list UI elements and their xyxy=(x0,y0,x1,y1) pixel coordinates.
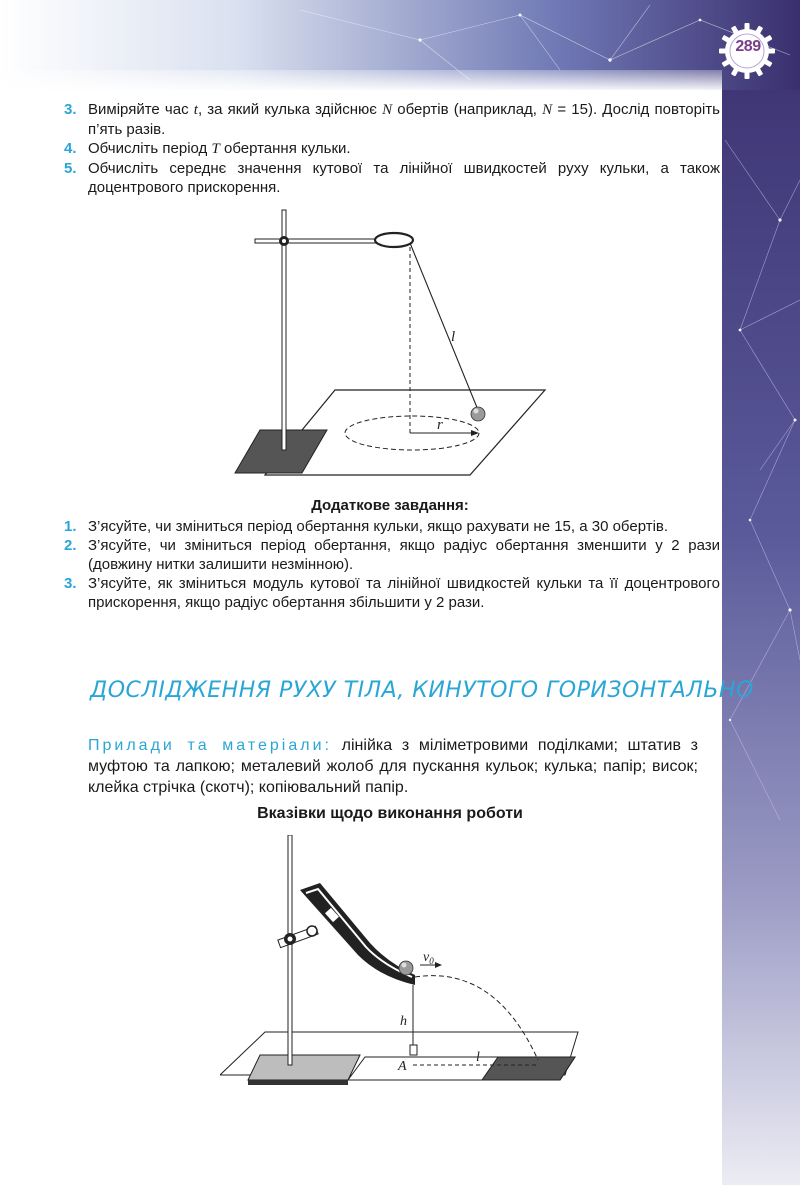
step-number: 3. xyxy=(64,101,77,118)
stand-rod xyxy=(288,835,292,1065)
procedure-steps xyxy=(60,100,720,197)
list-item: 4. Обчисліть період T обертання кульки. xyxy=(64,140,351,157)
label-A: A xyxy=(398,1059,407,1074)
ball xyxy=(471,407,485,421)
list-item: 1. З’ясуйте, чи зміниться період обертання кульки, якщо рахувати не 15, а 30 обертів. xyxy=(64,518,669,535)
list-item: 3. Виміряйте час t, за який кулька здійснює N обертів (наприклад, N = 15). Дослід повторіть п’ять разів. xyxy=(64,101,720,138)
stand-arm xyxy=(255,239,375,243)
item-number: 3. xyxy=(64,575,77,592)
instructions-title: Вказівки щодо виконання роботи xyxy=(257,805,523,822)
label-h: h xyxy=(400,1014,407,1029)
step-number: 4. xyxy=(64,140,77,157)
string xyxy=(410,243,478,410)
list-item: 2. З’ясуйте, чи зміниться період обертання, якщо радіус обертання зменшити у 2 рази (довжину нитки залишити незмінною). xyxy=(64,537,720,573)
extra-task-title: Додаткове завдання: xyxy=(311,497,469,514)
step-number: 5. xyxy=(64,160,77,177)
section-title: ДОСЛІДЖЕННЯ РУХУ ТІЛА, КИНУТОГО ГОРИЗОНТАЛЬНО xyxy=(90,678,754,703)
horizontal-throw-figure xyxy=(220,835,580,1090)
item-number: 1. xyxy=(64,518,77,535)
label-r: r xyxy=(437,417,443,433)
materials-label: Прилади та матеріали: xyxy=(88,737,332,754)
ball xyxy=(399,961,413,975)
materials-text: лінійка з міліметровими поділками; штатив з муфтою та лапкою; металевий жолоб для пускання кульок; кулька; папір; висок; клейка стрічка (скотч); копіювальний папір. xyxy=(88,737,698,796)
label-l: l xyxy=(476,1050,480,1065)
extra-task-list xyxy=(60,517,720,612)
conical-pendulum-figure xyxy=(225,205,555,480)
carbon-paper xyxy=(482,1057,575,1080)
plumb-bob xyxy=(410,1045,417,1055)
list-item: 5. Обчисліть середнє значення кутової та лінійної швидкостей руху кульки, а також доцентрового прискорення. xyxy=(64,160,720,196)
header-fade xyxy=(0,70,722,92)
stand-base xyxy=(248,1055,360,1080)
label-v0: $v_0$ xyxy=(423,950,434,966)
item-number: 2. xyxy=(64,537,77,554)
materials-paragraph xyxy=(88,735,698,798)
list-item: 3. З’ясуйте, як зміниться модуль кутової та лінійної швидкостей кульки та її доцентрового прискорення, якщо радіус обертання збільшити у 2 рази. xyxy=(64,575,720,611)
ring-holder xyxy=(375,233,413,247)
side-decoration xyxy=(720,0,800,1185)
label-l: l xyxy=(451,329,456,345)
page-number: 289 xyxy=(735,38,761,55)
